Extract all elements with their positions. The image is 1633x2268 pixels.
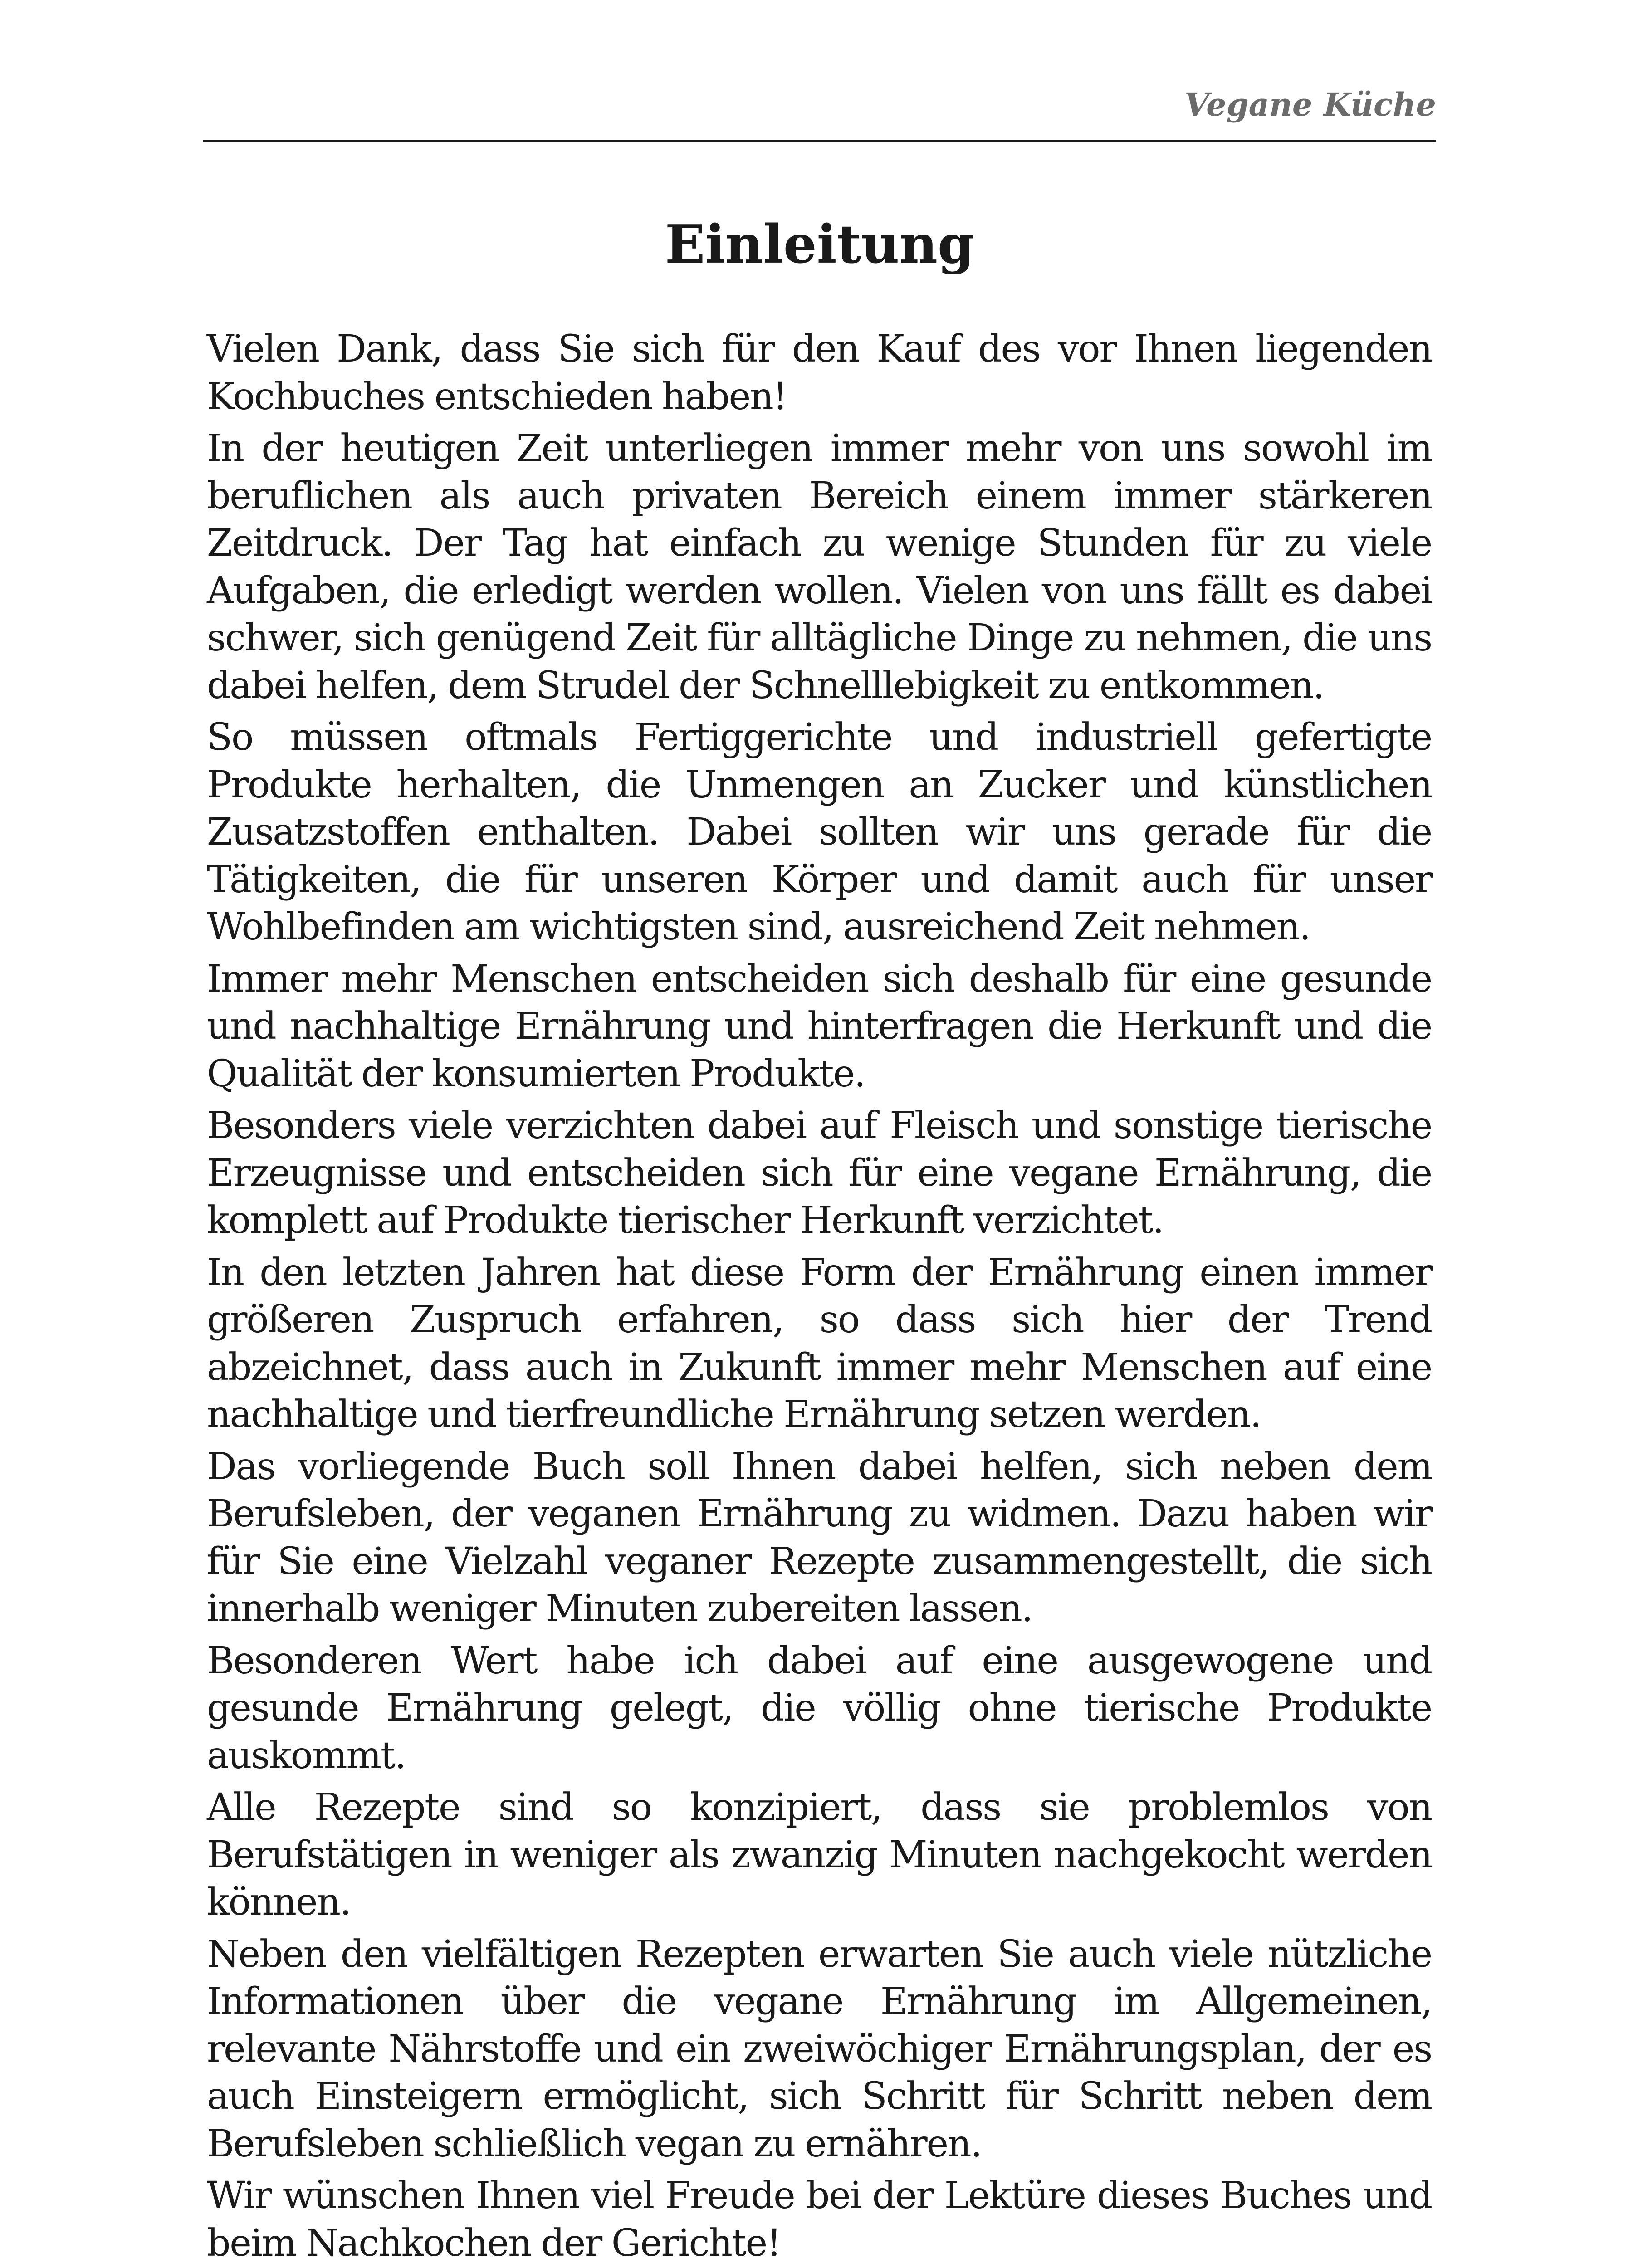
- paragraph: So müssen oftmals Fertiggerichte und industriell gefertigte Produkte herhalten, die Unmengen an Zucker und künstlichen Zusatzstoffen enthalten. Dabei sollten wir uns gerade für die Tätigkeiten, die für unseren Körper und damit auch für unser Wohlbefinden am wichtigsten sind, ausreichend Zeit nehmen.: [207, 716, 1432, 948]
- paragraph: Alle Rezepte sind so konzipiert, dass sie problemlos von Berufstätigen in weniger als zwanzig Minuten nachgekocht werden können.: [207, 1786, 1432, 1924]
- paragraph: Besonderen Wert habe ich dabei auf eine ausgewogene und gesunde Ernährung gelegt, die völlig ohne tierische Produkte auskommt.: [207, 1639, 1432, 1777]
- running-header-title: Vegane Küche: [1184, 86, 1436, 123]
- paragraph: Das vorliegende Buch soll Ihnen dabei helfen, sich neben dem Berufsleben, der veganen Ernährung zu widmen. Dazu haben wir für Sie eine Vielzahl veganer Rezepte zusammengestellt, die sich innerhalb weniger Minuten zubereiten lassen.: [207, 1445, 1432, 1630]
- chapter-title: Einleitung: [665, 214, 975, 275]
- body-text: [207, 326, 1432, 2268]
- header-rule: [203, 140, 1436, 142]
- paragraph: Immer mehr Menschen entscheiden sich deshalb für eine gesunde und nachhaltige Ernährung und hinterfragen die Herkunft und die Qualität der konsumierten Produkte.: [207, 957, 1432, 1095]
- paragraph: Neben den vielfältigen Rezepten erwarten Sie auch viele nützliche Informationen über die vegane Ernährung im Allgemeinen, relevante Nährstoffe und ein zweiwöchiger Ernährungsplan, der es auch Einsteigern ermöglicht, sich Schritt für Schritt neben dem Berufsleben schließlich vegan zu ernähren.: [207, 1932, 1432, 2165]
- paragraph: Besonders viele verzichten dabei auf Fleisch und sonstige tierische Erzeugnisse und entscheiden sich für eine vegane Ernährung, die komplett auf Produkte tierischer Herkunft verzichtet.: [207, 1104, 1432, 1242]
- paragraph: In den letzten Jahren hat diese Form der Ernährung einen immer größeren Zuspruch erfahren, so dass sich hier der Trend abzeichnet, dass auch in Zukunft immer mehr Menschen auf eine nachhaltige und tierfreundliche Ernährung setzen werden.: [207, 1251, 1432, 1436]
- paragraph: Vielen Dank, dass Sie sich für den Kauf des vor Ihnen liegenden Kochbuches entschieden haben!: [207, 327, 1432, 418]
- paragraph: In der heutigen Zeit unterliegen immer mehr von uns sowohl im beruflichen als auch privaten Bereich einem immer stärkeren Zeitdruck. Der Tag hat einfach zu wenige Stunden für zu viele Aufgaben, die erledigt werden wollen. Vielen von uns fällt es dabei schwer, sich genügend Zeit für alltägliche Dinge zu nehmen, die uns dabei helfen, dem Strudel der Schnelllebigkeit zu entkommen.: [207, 427, 1432, 707]
- paragraph: Wir wünschen Ihnen viel Freude bei der Lektüre dieses Buches und beim Nachkochen der Gerichte!: [207, 2174, 1432, 2265]
